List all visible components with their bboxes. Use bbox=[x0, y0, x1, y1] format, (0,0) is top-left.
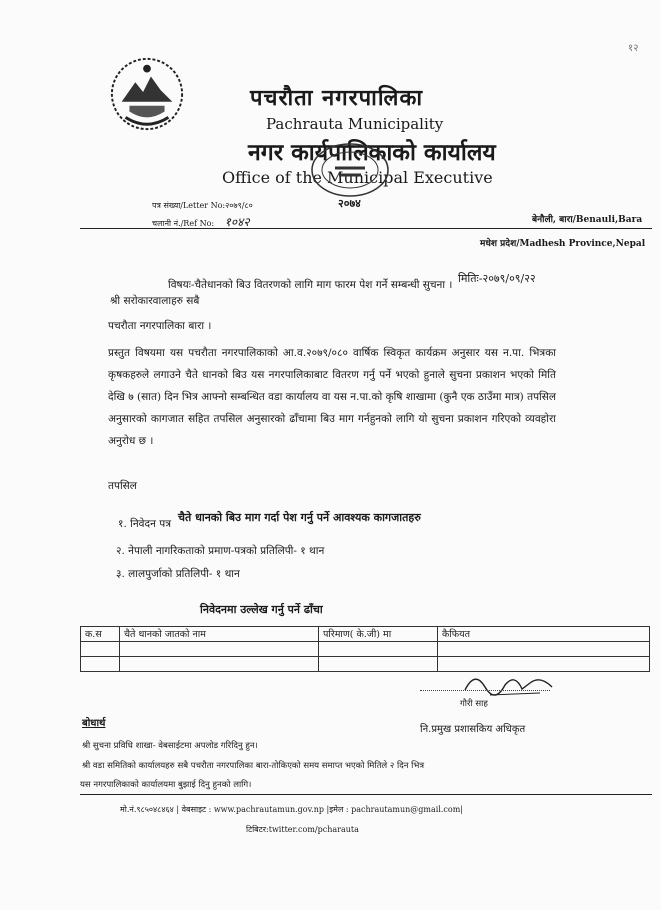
address-line-2: मधेश प्रदेश/Madhesh Province,Nepal bbox=[480, 239, 646, 249]
table-cell bbox=[319, 657, 438, 672]
table-header-cell: चैते धानको जातको नाम bbox=[120, 627, 319, 642]
footer-contact: मो.नं.९८५०४८४६४ | वेबसाइट : www.pachrautamun.gov.np |इमेल : pachrautamun@gmail.com| bbox=[120, 805, 464, 814]
document-item: १. निवेदन पत्र bbox=[118, 518, 172, 530]
table-cell bbox=[120, 642, 319, 657]
municipality-emblem-icon bbox=[108, 55, 186, 133]
municipality-name-en: Pachrauta Municipality bbox=[266, 115, 444, 133]
signatory-title: नि.प्रमुख प्रशासकिय अधिकृत bbox=[420, 724, 526, 735]
table-header-cell: परिमाण( के.जी) मा bbox=[319, 627, 438, 642]
signatory-name: गौरी साह bbox=[460, 699, 488, 709]
letter-number: पत्र संख्या/Letter No:२०७९/८० bbox=[152, 201, 253, 210]
table-header-cell: क.स bbox=[81, 627, 120, 642]
cc-item: श्री वडा समितिको कार्यालयहरु सबै पचरौता नगरपालिका बारा-तोकिएको समय समाप्त भएको मितिले २ दिन भित्र bbox=[82, 761, 425, 771]
seal-year: २०७४ bbox=[338, 197, 361, 210]
table-cell bbox=[438, 642, 650, 657]
table-cell bbox=[81, 642, 120, 657]
office-name-en: Office of the Municipal Executive bbox=[222, 168, 493, 187]
footer-twitter: टिबिटर:twitter.com/pcharauta bbox=[246, 825, 359, 834]
tapsil-label: तपसिल bbox=[108, 480, 137, 492]
footer-divider bbox=[80, 794, 652, 795]
cc-item: श्री सुचना प्रविधि शाखा- वेबसाईटमा अपलोड गरिदिनु हुन। bbox=[82, 741, 258, 751]
cc-item: यस नगरपालिकाको कार्यालयमा बुझाई दिनु हुनको लागि। bbox=[80, 780, 252, 790]
documents-heading: चैते धानको बिउ माग गर्दा पेश गर्नु पर्ने आवश्यक कागजातहरु bbox=[178, 511, 421, 524]
table-header-cell: कैफियत bbox=[438, 627, 650, 642]
letter-date: मितिः-२०७९/०९/२२ bbox=[458, 272, 536, 285]
page-number: १२ bbox=[628, 43, 639, 54]
format-heading: निवेदनमा उल्लेख गर्नु पर्ने ढाँचा bbox=[200, 603, 323, 616]
office-name-np: नगर कार्यपालिकाको कार्यालय bbox=[248, 139, 496, 166]
recipient-line-1: श्री सरोकारवालाहरु सबै bbox=[110, 295, 200, 307]
body-paragraph: प्रस्तुत विषयमा यस पचरौता नगरपालिकाको आ.व.२०७९/०८० वार्षिक स्विकृत कार्यक्रम अनुसार यस न.पा. भित्रका कृषकहरुले लगाउने चैते धानको बिउ यस नगरपालिकाबाट वितरण गर्नु पर्ने भएको हुनाले सुचना प्रकाशन भएको मिति देखि ७ (सात) दिन भित्र आफ्नो सम्बन्धित वडा कार्यालय वा यस न.पा.को कृषि शाखामा (कुनै एक ठाउँमा मात्र) तपसिल अनुसारको कागजात सहित तपसिल अनुसारको ढाँचामा बिउ माग गर्नहुनको लागि यो सुचना प्रकाशन गरिएको व्यवहोरा अनुरोध छ । bbox=[108, 347, 556, 447]
document-item: २. नेपाली नागरिकताको प्रमाण-पत्रको प्रतिलिपी- १ थान bbox=[116, 545, 325, 557]
application-format-table bbox=[80, 626, 650, 672]
signature-line bbox=[420, 690, 550, 691]
ref-number-value: १०४२ bbox=[224, 215, 250, 229]
letter-subject: विषयः-चैतेधानको बिउ वितरणको लागि माग फारम पेश गर्ने सम्बन्धी सुचना । bbox=[168, 279, 453, 291]
document-item: ३. लालपुर्जाको प्रतिलिपी- १ थान bbox=[116, 568, 240, 580]
table-cell bbox=[120, 657, 319, 672]
table-cell bbox=[319, 642, 438, 657]
ref-number-label: चलानी नं./Ref No: bbox=[152, 219, 215, 228]
cc-label: बोधार्थ bbox=[82, 718, 106, 729]
address-line-1: बेनौली, बारा/Benauli,Bara bbox=[532, 215, 643, 225]
header-divider bbox=[80, 228, 652, 229]
table-cell bbox=[81, 657, 120, 672]
table-row bbox=[81, 642, 650, 657]
recipient-line-2: पचरौता नगरपालिका बारा । bbox=[108, 320, 212, 332]
table-row bbox=[81, 657, 650, 672]
table-header-row bbox=[81, 627, 650, 642]
municipality-name-np: पचरौता नगरपालिका bbox=[250, 85, 424, 111]
